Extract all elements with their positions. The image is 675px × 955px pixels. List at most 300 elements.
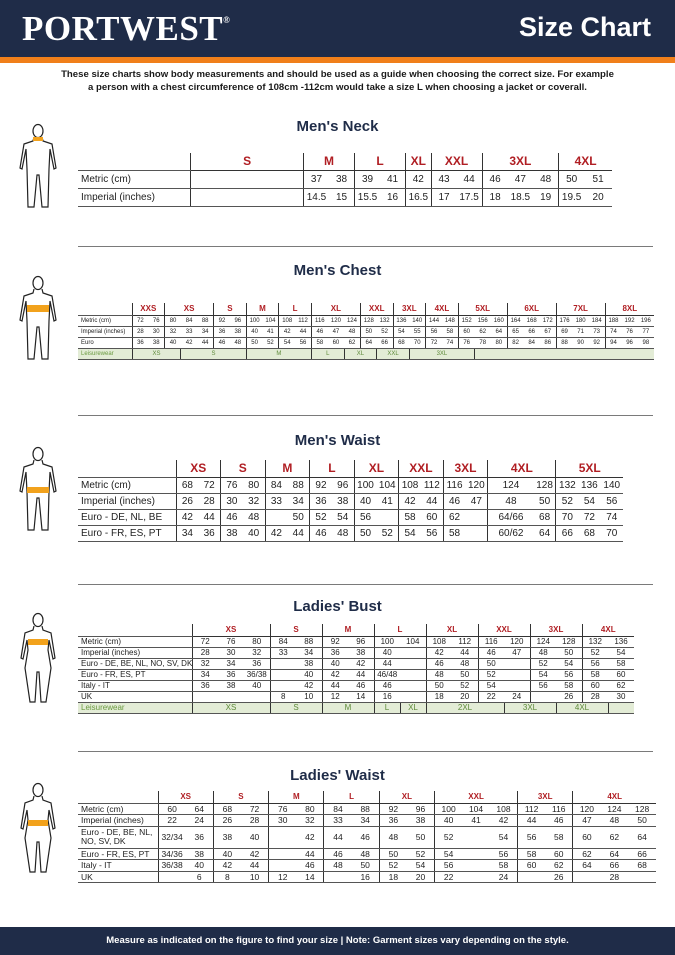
table-cell: 120 xyxy=(465,477,487,493)
table-cell: 47 xyxy=(573,815,601,827)
table-cell: 16 xyxy=(380,188,406,206)
table-cell: 42 xyxy=(322,669,348,680)
table-cell: 40 xyxy=(246,326,262,337)
table-cell: 52 xyxy=(379,860,407,872)
mens-waist-title: Men's Waist xyxy=(294,432,381,449)
female-body-waist-icon xyxy=(16,782,60,874)
table-cell: 44 xyxy=(197,337,213,348)
table-cell: 116 xyxy=(311,315,327,326)
size-label: 4XL xyxy=(582,624,634,636)
table-cell: 40 xyxy=(165,337,181,348)
size-label: 3XL xyxy=(393,303,426,315)
table-cell: 16 xyxy=(374,691,400,702)
table-cell: 84 xyxy=(324,803,352,815)
table-cell: 36 xyxy=(322,647,348,658)
table-cell: 26 xyxy=(176,493,198,509)
size-label: XXL xyxy=(435,791,518,803)
row-label: UK xyxy=(78,871,158,883)
table-cell: 33 xyxy=(324,815,352,827)
table-row xyxy=(78,337,654,348)
table-cell: 62 xyxy=(443,509,465,525)
mens-chest-title: Men's Chest xyxy=(293,262,382,279)
table-cell: 47 xyxy=(328,326,344,337)
table-cell: 46 xyxy=(545,815,573,827)
table-cell: 40 xyxy=(322,658,348,669)
table-cell: 42 xyxy=(181,337,197,348)
table-cell: 40 xyxy=(213,848,241,860)
row-label: Metric (cm) xyxy=(78,315,132,326)
table-cell: 12 xyxy=(269,871,297,883)
table-cell: 56 xyxy=(435,860,463,872)
table-cell xyxy=(400,669,426,680)
leisure-size: 3XL xyxy=(409,348,474,359)
table-cell: 30 xyxy=(608,691,634,702)
table-cell: 120 xyxy=(573,803,601,815)
table-cell: 67 xyxy=(540,326,556,337)
table-cell: 60 xyxy=(458,326,474,337)
table-cell: 48 xyxy=(426,669,452,680)
ladies-waist-table xyxy=(78,791,656,883)
table-cell: 42 xyxy=(176,509,198,525)
table-cell xyxy=(270,658,296,669)
table-cell: 66 xyxy=(601,860,629,872)
table-cell: 34 xyxy=(197,326,213,337)
table-cell: 160 xyxy=(491,315,507,326)
table-cell: 168 xyxy=(524,315,540,326)
brand-mark: ® xyxy=(223,15,231,25)
table-cell: 48 xyxy=(352,848,380,860)
female-body-bust-icon xyxy=(16,612,60,704)
table-cell: 50 xyxy=(426,680,452,691)
table-cell xyxy=(530,691,556,702)
mens-neck-table xyxy=(78,153,612,207)
table-cell: 112 xyxy=(518,803,546,815)
table-cell: 32 xyxy=(296,815,324,827)
table-cell: 36 xyxy=(186,826,214,848)
table-cell: 54 xyxy=(435,848,463,860)
table-cell: 56 xyxy=(556,669,582,680)
size-label: XL xyxy=(379,791,434,803)
table-cell: 90 xyxy=(572,337,588,348)
table-cell: 34 xyxy=(352,815,380,827)
table-cell: 42 xyxy=(296,826,324,848)
table-cell: 50 xyxy=(360,326,376,337)
table-cell: 48 xyxy=(601,815,629,827)
leisure-size: XS xyxy=(192,702,270,713)
table-cell xyxy=(191,170,257,188)
table-cell: 44 xyxy=(295,326,311,337)
row-label: Euro - FR, ES, PT xyxy=(78,848,158,860)
size-label: M xyxy=(303,153,354,170)
table-cell: 84 xyxy=(181,315,197,326)
table-cell: 46 xyxy=(214,337,230,348)
table-cell: 38 xyxy=(332,493,354,509)
table-cell: 46 xyxy=(352,826,380,848)
table-cell xyxy=(462,848,490,860)
table-cell: 42 xyxy=(241,848,269,860)
ladies-bust-table xyxy=(78,624,634,714)
table-cell: 20 xyxy=(584,188,612,206)
table-cell: 78 xyxy=(475,337,491,348)
table-cell: 66 xyxy=(556,525,578,541)
size-label: XS xyxy=(176,460,221,477)
table-cell: 60 xyxy=(573,826,601,848)
row-label: Euro - FR, ES, PT xyxy=(78,525,176,541)
table-cell: 32 xyxy=(244,647,270,658)
table-cell: 50 xyxy=(407,826,435,848)
table-cell: 36 xyxy=(132,337,148,348)
table-cell: 56 xyxy=(601,493,623,509)
table-cell: 52 xyxy=(377,326,393,337)
table-cell: 42 xyxy=(426,647,452,658)
table-cell: 40 xyxy=(296,669,322,680)
table-cell: 132 xyxy=(377,315,393,326)
male-body-waist-icon xyxy=(16,446,60,532)
table-cell: 144 xyxy=(426,315,442,326)
table-cell: 76 xyxy=(458,337,474,348)
table-cell: 68 xyxy=(578,525,600,541)
table-cell: 46 xyxy=(324,848,352,860)
mens-chest-figure xyxy=(16,275,60,361)
table-cell: 47 xyxy=(508,170,534,188)
leisurewear-row xyxy=(78,702,634,713)
table-cell: 192 xyxy=(621,315,637,326)
table-cell: 30 xyxy=(221,493,243,509)
table-cell: 108 xyxy=(490,803,518,815)
table-cell: 64 xyxy=(360,337,376,348)
table-cell: 54 xyxy=(279,337,295,348)
table-cell: 36 xyxy=(244,658,270,669)
table-cell: 104 xyxy=(400,636,426,647)
table-cell: 76 xyxy=(218,636,244,647)
table-cell: 48 xyxy=(452,658,478,669)
table-cell: 38 xyxy=(329,170,355,188)
table-cell: 16 xyxy=(352,871,380,883)
table-cell: 58 xyxy=(545,826,573,848)
footer-note: Measure as indicated on the figure to find your size | Note: Garment sizes vary depending on the style. xyxy=(0,927,675,955)
table-cell xyxy=(269,860,297,872)
ladies-bust-figure xyxy=(16,612,60,704)
table-cell: 56 xyxy=(426,326,442,337)
header-accent-bar xyxy=(0,57,675,63)
table-cell: 42 xyxy=(406,170,432,188)
table-row xyxy=(78,326,654,337)
table-cell: 51 xyxy=(584,170,612,188)
table-cell: 48 xyxy=(379,826,407,848)
table-cell: 58 xyxy=(442,326,458,337)
section-divider xyxy=(78,246,653,247)
table-cell: 64 xyxy=(601,848,629,860)
table-cell xyxy=(158,871,186,883)
table-cell: 88 xyxy=(296,636,322,647)
size-label: XL xyxy=(311,303,360,315)
table-cell: 52 xyxy=(407,848,435,860)
table-cell: 36 xyxy=(214,326,230,337)
table-cell: 66 xyxy=(524,326,540,337)
table-cell: 40 xyxy=(243,525,265,541)
table-cell: 58 xyxy=(582,669,608,680)
size-label: XL xyxy=(426,624,478,636)
table-cell: 47 xyxy=(504,647,530,658)
brand-logo xyxy=(22,9,230,49)
table-cell xyxy=(518,871,546,883)
size-label: 7XL xyxy=(556,303,605,315)
table-cell: 54 xyxy=(530,669,556,680)
table-cell: 66 xyxy=(628,848,656,860)
table-cell: 96 xyxy=(332,477,354,493)
table-cell: 44 xyxy=(322,680,348,691)
table-cell: 41 xyxy=(376,493,398,509)
table-cell: 124 xyxy=(488,477,534,493)
size-label: M xyxy=(322,624,374,636)
leisure-size: 3XL xyxy=(504,702,556,713)
row-label: Metric (cm) xyxy=(78,636,192,647)
table-cell: 40 xyxy=(241,826,269,848)
table-cell: 64/66 xyxy=(488,509,534,525)
table-row xyxy=(78,826,656,848)
table-cell: 44 xyxy=(287,525,309,541)
table-cell xyxy=(244,691,270,702)
leisure-size: XL xyxy=(400,702,426,713)
table-cell: 46/48 xyxy=(374,669,400,680)
table-cell: 34 xyxy=(176,525,198,541)
table-cell: 50 xyxy=(478,658,504,669)
size-label: XXL xyxy=(360,303,393,315)
leisure-size: S xyxy=(270,702,322,713)
table-cell: 62 xyxy=(608,680,634,691)
table-cell: 66 xyxy=(377,337,393,348)
table-cell: 50 xyxy=(246,337,262,348)
table-cell: 46 xyxy=(443,493,465,509)
intro-text xyxy=(20,68,655,94)
table-cell: 120 xyxy=(328,315,344,326)
table-cell: 68 xyxy=(628,860,656,872)
row-label: Euro - FR, ES, PT xyxy=(78,669,192,680)
table-cell: 46 xyxy=(221,509,243,525)
table-cell xyxy=(269,848,297,860)
table-cell: 46 xyxy=(478,647,504,658)
mens-waist-table xyxy=(78,460,623,542)
table-cell: 140 xyxy=(601,477,623,493)
table-cell: 17 xyxy=(431,188,457,206)
table-cell: 68 xyxy=(393,337,409,348)
table-cell: 32 xyxy=(243,493,265,509)
table-cell: 196 xyxy=(638,315,654,326)
row-label: Imperial (inches) xyxy=(78,326,132,337)
table-cell: 34/36 xyxy=(158,848,186,860)
table-cell: 76 xyxy=(221,477,243,493)
table-cell: 40 xyxy=(354,493,376,509)
size-label: M xyxy=(265,460,310,477)
table-cell: 52 xyxy=(530,658,556,669)
table-cell: 96 xyxy=(348,636,374,647)
table-cell: 65 xyxy=(507,326,523,337)
table-cell: 50 xyxy=(559,170,585,188)
table-cell: 62 xyxy=(545,860,573,872)
size-label: S xyxy=(214,303,247,315)
table-cell: 38 xyxy=(186,848,214,860)
row-label: Italy - IT xyxy=(78,680,192,691)
table-cell: 164 xyxy=(507,315,523,326)
table-cell: 48 xyxy=(230,337,246,348)
table-cell: 41 xyxy=(380,170,406,188)
size-label: 5XL xyxy=(556,460,623,477)
table-cell: 24 xyxy=(186,815,214,827)
table-cell: 69 xyxy=(556,326,572,337)
table-cell xyxy=(270,669,296,680)
table-cell: 64 xyxy=(186,803,214,815)
table-cell: 68 xyxy=(534,509,556,525)
leisure-size: 2XL xyxy=(426,702,504,713)
table-row xyxy=(78,188,612,206)
table-cell: 46 xyxy=(310,525,332,541)
table-cell: 54 xyxy=(332,509,354,525)
ladies-waist-figure xyxy=(16,782,60,874)
table-cell: 108 xyxy=(426,636,452,647)
table-cell: 50 xyxy=(287,509,309,525)
table-cell: 55 xyxy=(409,326,425,337)
table-cell: 92 xyxy=(379,803,407,815)
table-cell: 40 xyxy=(374,647,400,658)
table-cell xyxy=(257,170,304,188)
table-cell: 48 xyxy=(243,509,265,525)
table-cell: 62 xyxy=(573,848,601,860)
table-cell: 54 xyxy=(490,826,518,848)
table-cell: 38 xyxy=(230,326,246,337)
table-cell: 34 xyxy=(218,658,244,669)
table-cell: 14 xyxy=(296,871,324,883)
row-label: Metric (cm) xyxy=(78,803,158,815)
table-cell: 10 xyxy=(296,691,322,702)
row-label: Italy - IT xyxy=(78,860,158,872)
table-cell: 41 xyxy=(263,326,279,337)
table-cell: 14.5 xyxy=(303,188,329,206)
table-cell: 128 xyxy=(556,636,582,647)
table-cell xyxy=(462,860,490,872)
table-cell: 12 xyxy=(322,691,348,702)
table-cell: 44 xyxy=(452,647,478,658)
size-label: XL xyxy=(354,460,399,477)
table-cell: 56 xyxy=(354,509,376,525)
intro-line-1: These size charts show body measurements and should be used as a guide when choosing the correct size. For example xyxy=(61,69,614,80)
table-row xyxy=(78,691,634,702)
table-cell xyxy=(573,871,601,883)
table-cell: 88 xyxy=(197,315,213,326)
mens-waist-figure xyxy=(16,446,60,532)
table-cell: 48 xyxy=(332,525,354,541)
table-cell: 56 xyxy=(490,848,518,860)
table-cell: 50 xyxy=(556,647,582,658)
table-cell: 42 xyxy=(490,815,518,827)
table-cell xyxy=(400,647,426,658)
table-cell: 44 xyxy=(198,509,220,525)
table-cell: 38 xyxy=(213,826,241,848)
table-cell: 64 xyxy=(534,525,556,541)
male-body-chest-icon xyxy=(16,275,60,361)
table-cell: 128 xyxy=(534,477,556,493)
table-cell: 8 xyxy=(213,871,241,883)
table-cell: 48 xyxy=(488,493,534,509)
size-label: 4XL xyxy=(426,303,459,315)
table-cell: 68 xyxy=(176,477,198,493)
table-cell: 54 xyxy=(393,326,409,337)
table-cell: 14 xyxy=(348,691,374,702)
table-cell: 42 xyxy=(279,326,295,337)
table-cell: 64 xyxy=(573,860,601,872)
table-cell: 20 xyxy=(407,871,435,883)
row-label: Metric (cm) xyxy=(78,170,191,188)
table-cell: 96 xyxy=(230,315,246,326)
table-cell: 70 xyxy=(556,509,578,525)
table-cell: 124 xyxy=(530,636,556,647)
table-cell: 26 xyxy=(213,815,241,827)
table-cell: 54 xyxy=(608,647,634,658)
table-cell: 60 xyxy=(545,848,573,860)
size-label: 3XL xyxy=(530,624,582,636)
table-cell: 52 xyxy=(435,826,463,848)
size-label: 4XL xyxy=(488,460,556,477)
table-cell: 184 xyxy=(589,315,605,326)
table-cell: 60 xyxy=(328,337,344,348)
table-cell: 28 xyxy=(192,647,218,658)
table-cell: 58 xyxy=(518,848,546,860)
table-cell: 20 xyxy=(452,691,478,702)
table-cell: 19.5 xyxy=(559,188,585,206)
table-cell: 42 xyxy=(399,493,421,509)
size-label: 4XL xyxy=(573,791,656,803)
table-cell: 60 xyxy=(158,803,186,815)
table-cell: 30 xyxy=(148,326,164,337)
table-cell: 44 xyxy=(374,658,400,669)
table-row xyxy=(78,315,654,326)
table-cell: 30 xyxy=(269,815,297,827)
table-cell: 148 xyxy=(442,315,458,326)
table-cell: 116 xyxy=(545,803,573,815)
table-cell: 60 xyxy=(608,669,634,680)
table-cell: 72 xyxy=(192,636,218,647)
table-cell: 42 xyxy=(296,680,322,691)
table-cell: 50 xyxy=(534,493,556,509)
table-cell: 28 xyxy=(582,691,608,702)
table-cell: 54 xyxy=(578,493,600,509)
table-cell xyxy=(376,509,398,525)
leisure-size: XXL xyxy=(377,348,410,359)
size-header-row xyxy=(78,624,634,636)
table-cell: 140 xyxy=(409,315,425,326)
table-cell: 132 xyxy=(556,477,578,493)
table-cell: 18 xyxy=(379,871,407,883)
table-cell: 73 xyxy=(589,326,605,337)
leisure-size: L xyxy=(374,702,400,713)
table-cell xyxy=(628,871,656,883)
table-cell: 48 xyxy=(344,326,360,337)
table-cell: 108 xyxy=(279,315,295,326)
table-cell: 28 xyxy=(601,871,629,883)
table-cell: 58 xyxy=(443,525,465,541)
table-cell: 38 xyxy=(218,680,244,691)
table-cell: 94 xyxy=(605,337,621,348)
size-label: L xyxy=(374,624,426,636)
table-cell: 80 xyxy=(165,315,181,326)
table-cell: 56 xyxy=(582,658,608,669)
size-label: L xyxy=(355,153,406,170)
size-label: XXL xyxy=(399,460,444,477)
table-cell: 46 xyxy=(426,658,452,669)
table-cell: 56 xyxy=(295,337,311,348)
table-cell: 70 xyxy=(409,337,425,348)
table-cell: 52 xyxy=(478,669,504,680)
table-cell: 152 xyxy=(458,315,474,326)
